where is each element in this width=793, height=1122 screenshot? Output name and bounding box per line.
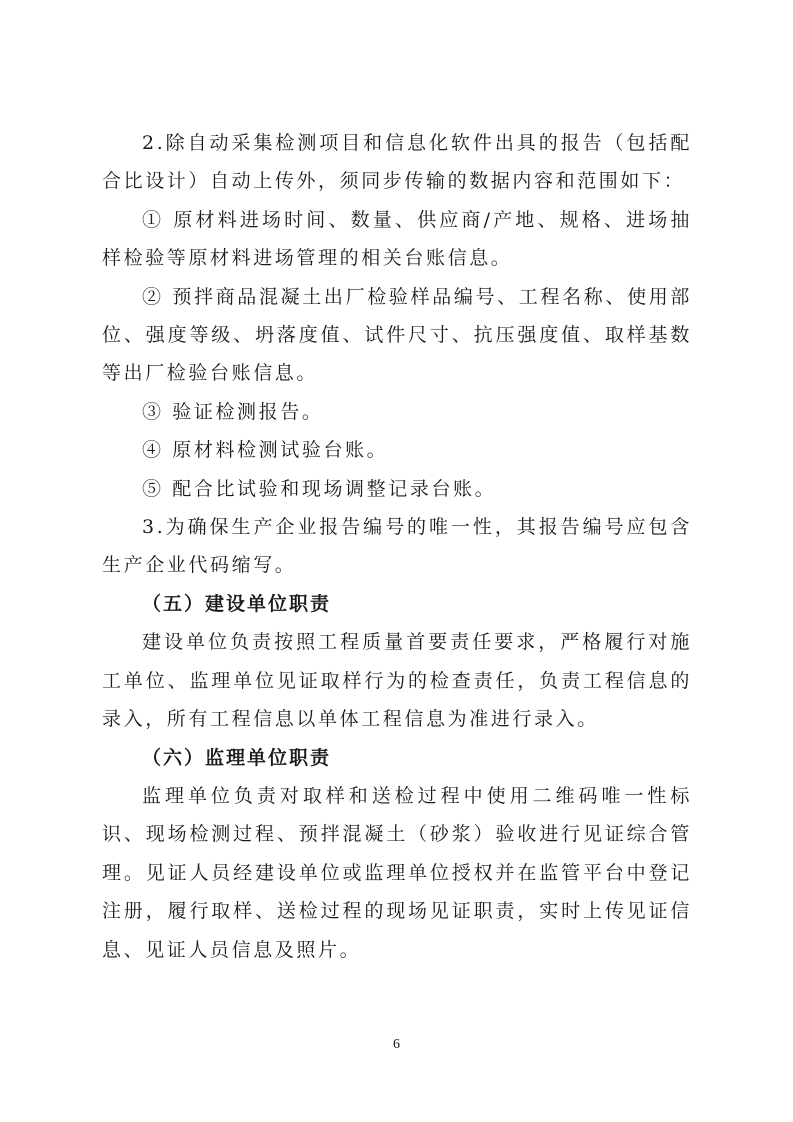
list-item-verification-report: ③ 验证检测报告。: [142, 400, 324, 423]
list-item-raw-material-test-ledger: ④ 原材料检测试验台账。: [142, 439, 389, 462]
document-body: [102, 124, 692, 969]
list-item-concrete-inspection-ledger: ② 预拌商品混凝土出厂检验样品编号、工程名称、使用部位、强度等级、坍落度值、试件尺寸、抗压强度值、取样基数等出厂检验台账信息。: [102, 285, 692, 385]
paragraph-construction-unit-duties: 建设单位负责按照工程质量首要责任要求，严格履行对施工单位、监理单位见证取样行为的检查责任，负责工程信息的录入，所有工程信息以单体工程信息为准进行录入。: [102, 631, 692, 731]
section-heading-construction-unit: （五）建设单位职责: [142, 592, 332, 615]
list-item-mix-proportion-ledger: ⑤ 配合比试验和现场调整记录台账。: [142, 477, 497, 500]
paragraph-supervision-unit-duties: 监理单位负责对取样和送检过程中使用二维码唯一性标识、现场检测过程、预拌混凝土（砂浆）验收进行见证综合管理。见证人员经建设单位或监理单位授权并在监管平台中登记注册，履行取样、送检过程的现场见证职责，实时上传见证信息、见证人员信息及照片。: [102, 784, 692, 961]
list-item-raw-material-ledger: ① 原材料进场时间、数量、供应商/产地、规格、进场抽样检验等原材料进场管理的相关台账信息。: [102, 208, 692, 270]
paragraph-data-upload-scope: 2.除自动采集检测项目和信息化软件出具的报告（包括配合比设计）自动上传外，须同步传输的数据内容和范围如下：: [102, 132, 692, 193]
page-number: 6: [393, 1037, 400, 1052]
section-heading-supervision-unit: （六）监理单位职责: [142, 746, 332, 769]
paragraph-report-number-uniqueness: 3.为确保生产企业报告编号的唯一性，其报告编号应包含生产企业代码缩写。: [102, 516, 692, 577]
